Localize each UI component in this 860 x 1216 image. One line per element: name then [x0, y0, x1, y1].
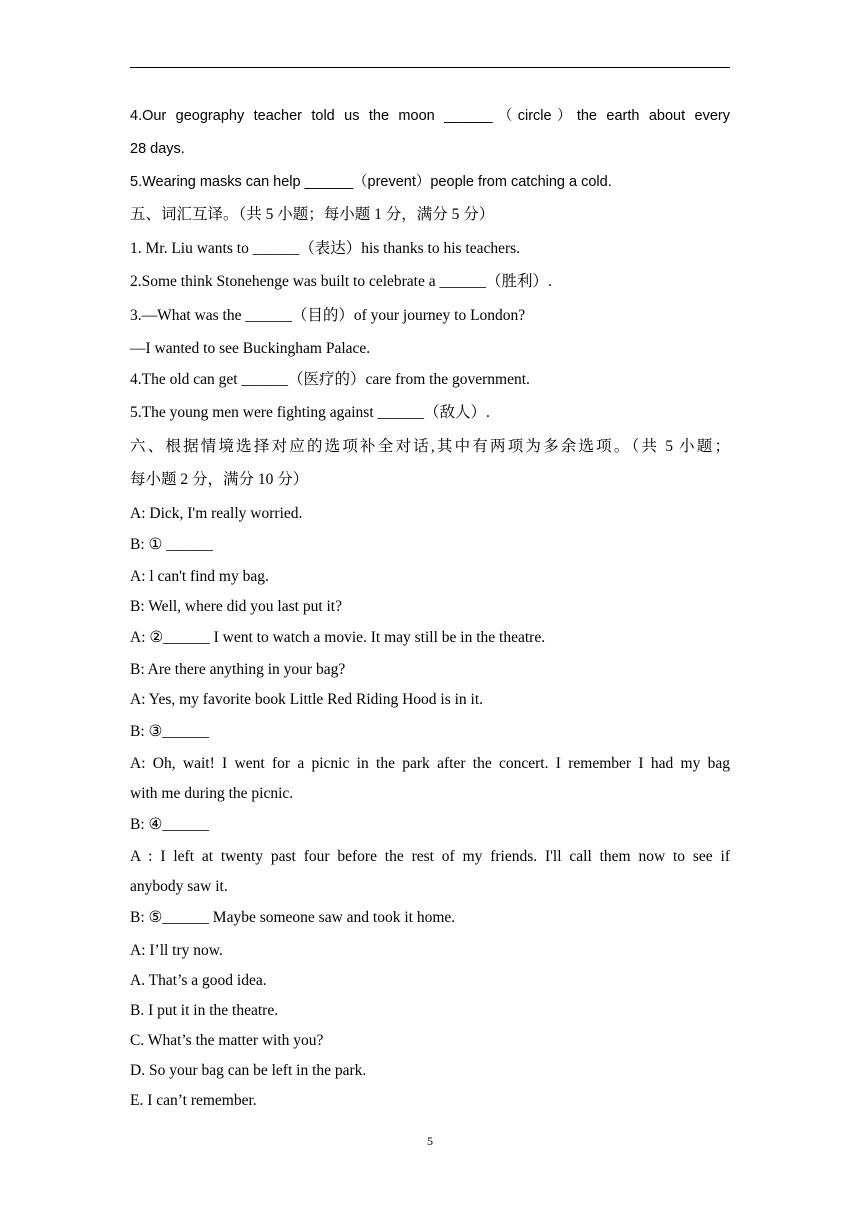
dialogue-line: A: Yes, my favorite book Little Red Riding Hood is in it. [130, 691, 484, 708]
dialogue-line: A: ②______ I went to watch a movie. It may still be in the theatre. [130, 629, 546, 646]
dialogue-line: B: ① ______ [130, 536, 213, 553]
dialogue-line: B: ③______ [130, 723, 209, 740]
question-5: 5.Wearing masks can help ______（prevent）people from catching a cold. [130, 174, 612, 190]
option-e: E. I can’t remember. [130, 1092, 257, 1109]
dialogue-line-continued: anybody saw it. [130, 878, 228, 895]
dialogue-line: B: Well, where did you last put it? [130, 598, 342, 615]
section-6-heading-line-2: 每小题 2 分，满分 10 分） [130, 471, 309, 488]
section-5-question-1: 1. Mr. Liu wants to ______（表达）his thanks to his teachers. [130, 240, 521, 257]
dialogue-line: A: l can't find my bag. [130, 568, 269, 585]
dialogue-line: A : I left at twenty past four before the rest of my friends. I'll call them now to see if [130, 848, 730, 865]
section-5-question-3-answer: —I wanted to see Buckingham Palace. [130, 340, 371, 357]
dialogue-line: A: Dick, I'm really worried. [130, 505, 303, 522]
dialogue-line: A: Oh, wait! I went for a picnic in the park after the concert. I remember I had my bag [130, 755, 730, 772]
section-6-heading-line-1: 六、根据情境选择对应的选项补全对话,其中有两项为多余选项。（共 5 小题； [130, 438, 730, 455]
dialogue-line: B: Are there anything in your bag? [130, 661, 346, 678]
section-5-question-5: 5.The young men were fighting against ______（敌人）. [130, 404, 490, 421]
question-4-line-2: 28 days. [130, 141, 185, 157]
option-c: C. What’s the matter with you? [130, 1032, 324, 1049]
section-5-question-4: 4.The old can get ______（医疗的）care from the government. [130, 371, 530, 388]
section-5-question-3: 3.—What was the ______（目的）of your journey to London? [130, 307, 526, 324]
option-b: B. I put it in the theatre. [130, 1002, 279, 1019]
section-5-question-2: 2.Some think Stonehenge was built to celebrate a ______（胜利）. [130, 273, 552, 290]
option-d: D. So your bag can be left in the park. [130, 1062, 367, 1079]
dialogue-line: B: ④______ [130, 816, 209, 833]
header-rule [130, 67, 730, 68]
dialogue-line: A: I’ll try now. [130, 942, 223, 959]
section-5-heading: 五、词汇互译。（共 5 小题；每小题 1 分，满分 5 分） [130, 206, 495, 223]
question-4-line-1: 4.Our geography teacher told us the moon ______（circle）the earth about every [130, 108, 730, 124]
dialogue-line: B: ⑤______ Maybe someone saw and took it home. [130, 909, 456, 926]
option-a: A. That’s a good idea. [130, 972, 267, 989]
dialogue-line-continued: with me during the picnic. [130, 785, 294, 802]
page-number: 5 [427, 1134, 433, 1148]
